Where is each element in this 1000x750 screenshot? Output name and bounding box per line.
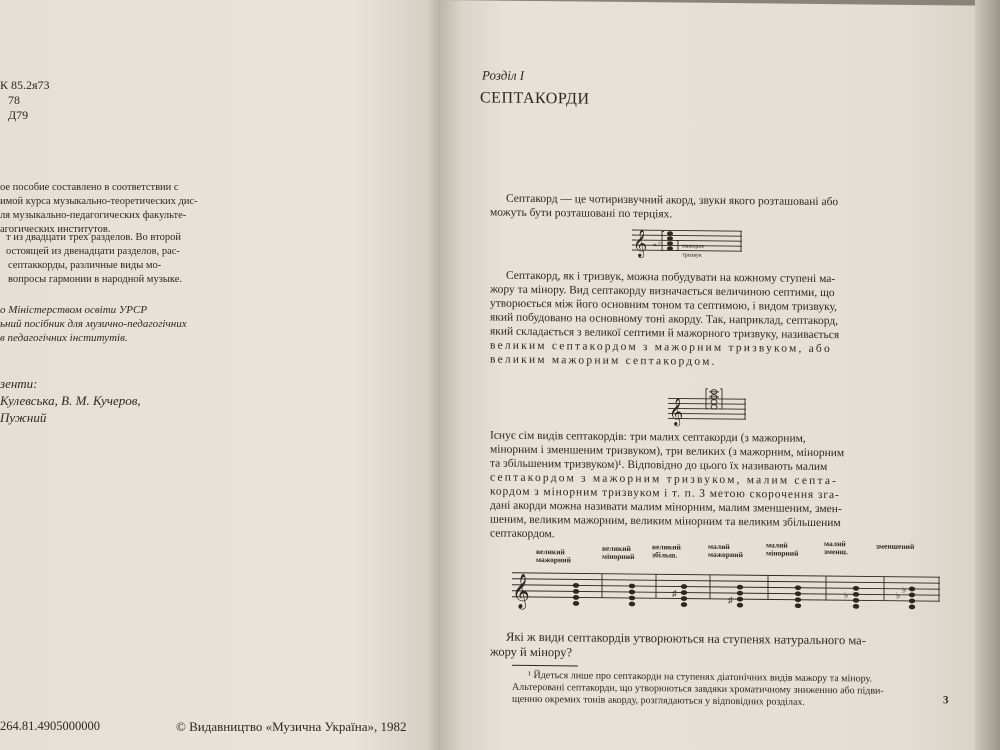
approval-line: в педагогічних інститутів. [0, 332, 128, 344]
right-page [440, 0, 980, 750]
chord-label: малий мажорний [708, 541, 743, 560]
chord-label: великий збільш. [652, 542, 681, 560]
paragraph-line: Септакорд — це чотиризвучний акорд, звуки якого розташовані або [506, 192, 839, 209]
reviewers-line: Кулевська, В. М. Кучеров, [0, 393, 141, 408]
chord-label: великий мажорний [536, 547, 571, 565]
paragraph-line: жору та мінору. Вид септакорду визначається величиною септими, що [490, 283, 835, 300]
paragraph-line: який складається з великої септими й мажорного тризвуку, називається [490, 325, 840, 342]
paragraph-line: можуть бути розташовані по терціях. [490, 206, 673, 221]
annotation-line: ля музыкально-педагогических факульте- [0, 210, 187, 221]
treble-clef-icon: 𝄞 [633, 231, 648, 258]
paragraph-line: утворюється між його основним тоном та септимою, і видом тризвуку, [490, 297, 838, 314]
left-page [0, 0, 440, 750]
triad-label: мажорне [682, 243, 705, 250]
chord-label: великий мінорний [602, 543, 635, 562]
paragraph-line: Існує сім видів септакордів: три малих септакорди (з мажорним, [490, 429, 806, 445]
footnote-line: ¹ Йдеться лише про септакорди на ступенях діатонічних видів мажору та мінору. [528, 669, 872, 685]
chord-examples-staff [512, 567, 942, 616]
interval-label: м.7 [653, 242, 661, 249]
approval-line: ьний посібник для музично-педагогічних [0, 318, 187, 330]
paragraph-line: септакордом. [490, 527, 555, 541]
chord-label: малий мінорний [766, 540, 799, 559]
treble-clef-icon: 𝄞 [512, 574, 530, 608]
question-line: Які ж види септакордів утворюються на ступенях натурального ма- [506, 629, 866, 648]
paragraph-line: який побудовано на основному тоні акорду. Так, наприклад, септакорд, [490, 311, 839, 328]
isbn-fragment: 264.81.4905000000 [0, 719, 100, 733]
music-example-1 [632, 224, 744, 259]
paragraph-line: септакордом з мажорним тризвуком, малим септа- [490, 471, 839, 488]
page-number: 3 [943, 694, 949, 707]
music-example-2 [668, 386, 748, 427]
treble-clef-icon: 𝄞 [669, 399, 684, 426]
annotation-line: агогических институтов. [0, 224, 111, 235]
footnote-line: щенню окремих тонів акорду, розглядаються у відповідних розділах. [512, 693, 805, 708]
svg-text:♭: ♭ [902, 584, 907, 595]
svg-text:♭: ♭ [844, 590, 849, 601]
annotation-line: остоящей из двенадцати разделов, рас- [6, 246, 180, 257]
paragraph-line: шеним, великим мажорним, великим мінорним та великим збільшеним [490, 513, 841, 530]
copyright-line: © Видавництво «Музична Україна», 1982 [176, 719, 407, 734]
svg-text:♯: ♯ [728, 595, 733, 606]
page-edge [975, 0, 1000, 750]
annotation-line: септаккорды, различные виды мо- [8, 260, 162, 271]
paragraph-line: дані акорди можна називати малим мінорним, малим зменшеним, змен- [490, 499, 842, 516]
svg-text:♭: ♭ [896, 590, 901, 601]
paragraph-line: великим септакордом з мажорним тризвуком, або [490, 339, 832, 356]
paragraph-line: великим мажорним септакордом. [490, 353, 717, 368]
paragraph-line: мінорним і зменшеним тризвуком), три великих (з мажорним, мінорним [490, 443, 845, 460]
page-title: СЕПТАКОРДИ [480, 89, 590, 108]
paragraph-line: та збільшеним тризвуком)¹. Відповідно до цього їх називають малим [490, 457, 828, 474]
svg-text:♯: ♯ [672, 588, 677, 599]
udk-code: Д79 [8, 108, 29, 122]
chord-label: зменшений [876, 541, 915, 551]
section-label: Розділ I [482, 67, 525, 83]
footnote-line: Альтеровані септакорди, що утворюються завдяки хроматичному зниженню або підви- [512, 681, 884, 697]
reviewers-line: Пужний [0, 410, 47, 425]
chord-notes [667, 231, 673, 250]
udk-code: К 85.2я73 [0, 78, 50, 92]
paragraph-line: кордом з мінорним тризвуком і т. п. З метою скорочення зга- [490, 485, 840, 502]
reviewers-heading: зенти: [0, 376, 38, 391]
annotation-line: вопросы гармонии в народной музыке. [8, 274, 183, 285]
annotation-line: ое пособие составлено в соответствии с [0, 182, 179, 193]
question-line: жору й мінору? [490, 644, 573, 660]
footnote-divider [512, 665, 578, 667]
annotation-line: т из двадцати трех разделов. Во второй [6, 232, 181, 243]
udk-code: 78 [8, 93, 20, 107]
approval-line: о Міністерством освіти УРСР [0, 304, 148, 316]
triad-label: тризвук [682, 252, 702, 259]
annotation-line: имой курса музыкально-теоретических дис- [0, 196, 198, 207]
chord-label: малий зменш. [824, 539, 848, 557]
paragraph-line: Септакорд, як і тризвук, можна побудувати на кожному ступені ма- [506, 269, 836, 286]
chord-notes [709, 390, 719, 410]
